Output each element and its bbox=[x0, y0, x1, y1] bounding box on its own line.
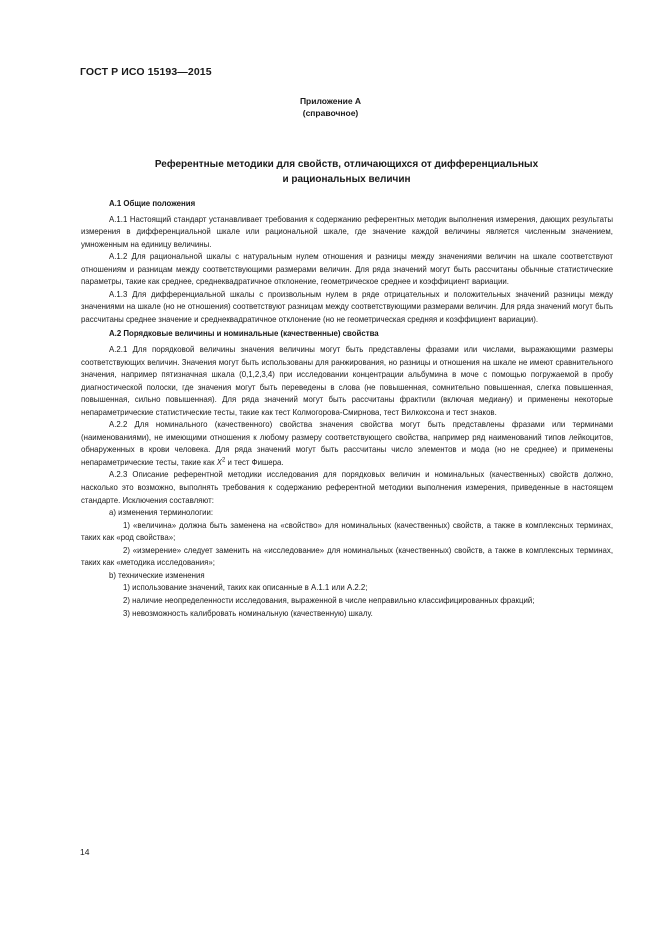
chi-square-symbol: Х bbox=[216, 457, 222, 467]
document-code: ГОСТ Р ИСО 15193—2015 bbox=[80, 66, 212, 78]
chi-square-exponent: 2 bbox=[222, 457, 226, 464]
list-item-b3: 3) невозможность калибровать номинальную (качественную) шкалу. bbox=[123, 608, 373, 618]
paragraph-a1-2: А.1.2 Для рациональной шкалы с натуральным нулем отношения и разницы между значениями величин на шкале соответствуют отношениям и разницам между соответствующими размерами величин. Для ряда значений могут быть рассчитаны обычные статистические параметры, такие как среднее, среднеквадратичное отклонение, геометрическое среднее и коэффициент вариации. bbox=[81, 252, 613, 287]
list-item-a: а) изменения терминологии: bbox=[109, 508, 214, 518]
appendix-heading bbox=[0, 96, 661, 119]
title-line-1: Референтные методики для свойств, отличающихся от дифференциальных bbox=[154, 159, 539, 170]
appendix-title bbox=[80, 158, 613, 187]
paragraph-a2-2-text: А.2.2 Для номинального (качественного) свойства значения свойства могут быть представлены фразами или терминами (наименованиями), не имеющими отношения к любому размеру соответствующего свойства, например ряд наименований типов лейкоцитов, обнаруженных в крови человека. Для ряда значений могут быть рассчитаны число элементов и мода (но не среднее) и применены непараметрические тесты, такие как bbox=[81, 420, 613, 467]
appendix-label: Приложение А bbox=[299, 96, 362, 106]
paragraph-a1-3: А.1.3 Для дифференциальной шкалы с произвольным нулем в ряде отрицательных и положительных значений разницы между значениями на шкале (но не отношения) соответствуют разницам между соответствующими размерами величин. Для ряда значений могут быть рассчитаны среднее значение и среднеквадратичное отклонение (но не геометрическая средняя и коэффициент вариации). bbox=[81, 289, 613, 324]
list-item-b2: 2) наличие неопределенности исследования, выраженной в числе неправильно классифицированных фракций; bbox=[123, 595, 535, 605]
list-item-b1: 1) использование значений, таких как описанные в А.1.1 или А.2.2; bbox=[123, 583, 368, 593]
paragraph-a2-2-end: и тест Фишера. bbox=[225, 457, 284, 467]
appendix-note: (справочное) bbox=[302, 107, 359, 118]
section-a1-heading: А.1 Общие положения bbox=[109, 199, 196, 208]
list-item-b: b) технические изменения bbox=[109, 570, 205, 580]
document-body bbox=[81, 196, 613, 620]
list-item-a2: 2) «измерение» следует заменить на «исследование» для номинальных (качественных) свойств, а также в комплексных терминах, таких как «методика исследования»; bbox=[81, 545, 613, 568]
list-item-a1: 1) «величина» должна быть заменена на «свойство» для номинальных (качественных) свойств, а также в комплексных терминах, таких как «род свойства»; bbox=[81, 520, 613, 543]
paragraph-a2-1: А.2.1 Для порядковой величины значения величины могут быть представлены фразами или числами, выражающими размеры соответствующих величин. Значения могут быть использованы для ранжирования, но разницы и отношения на шкале не имеют сравнительного значения, например пятизначная шкала (0,1,2,3,4) при исследовании концентрации альбумина в моче с помощью погружаемой в пробу диагностической полоски, где значения могут быть переведены в слова (не повышенная, сомнительно повышенная, слегка повышенная, повышенная, сильно повышенная). Для ряда значений могут быть рассчитаны фрактили (включая медиану) и применены некоторые непараметрические статистические тесты, такие как тест Колмогорова-Смирнова, тест Вилкоксона и тест знаков. bbox=[81, 345, 613, 417]
title-line-2: и рациональных величин bbox=[282, 173, 411, 185]
paragraph-a1-1: А.1.1 Настоящий стандарт устанавливает требования к содержанию референтных методик выполнения измерения, дающих результаты измерения в дифференциальной шкале или рациональной шкале, где значение каждой величины является численным значением, умноженным на единицу величины. bbox=[81, 214, 613, 249]
paragraph-a2-2 bbox=[81, 419, 613, 469]
page-number: 14 bbox=[80, 847, 90, 857]
section-a2-heading: А.2 Порядковые величины и номинальные (качественные) свойства bbox=[109, 329, 379, 339]
paragraph-a2-3: А.2.3 Описание референтной методики исследования для порядковых величин и номинальных (качественных) свойств должно, насколько это возможно, выполнять требования к содержанию референтной методики выполнения измерения, приведенные в настоящем стандарте. Исключения составляют: bbox=[81, 470, 613, 505]
